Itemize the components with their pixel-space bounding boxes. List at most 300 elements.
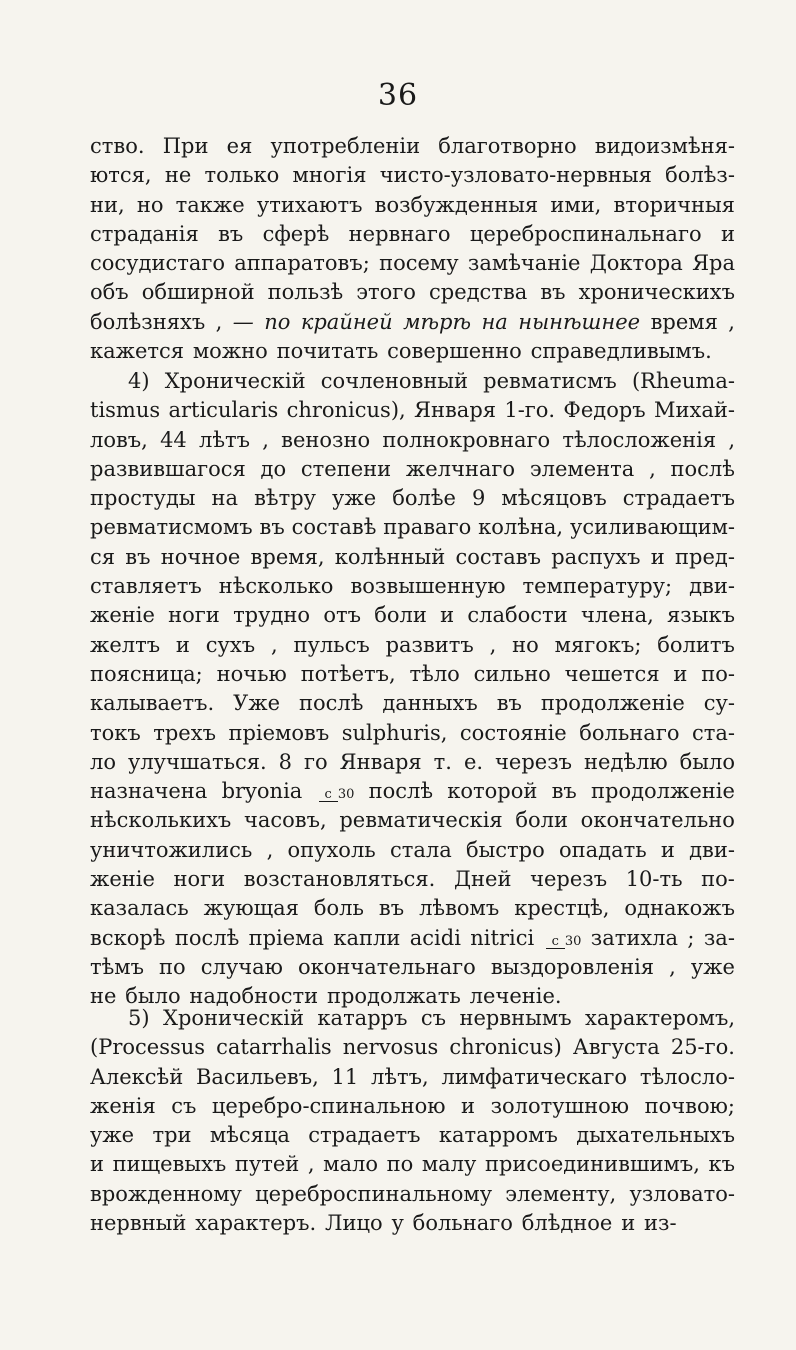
word: , [728,309,735,334]
text-line [90,953,735,982]
word: сочленовный [320,369,469,393]
word: ими, [550,192,602,217]
word: можно [192,339,268,364]
word: врожденному [90,1181,242,1206]
word: Уже [233,691,281,716]
text-line [90,1121,735,1150]
word: , [307,1152,315,1177]
word: составѣ [291,515,377,540]
fraction-denominator: 30 [337,787,355,803]
word: , [270,632,278,657]
word: окончательно [580,808,735,833]
word: , [649,456,656,481]
word: сосудистаго [90,251,225,276]
word: поясница; [90,661,203,686]
word: черезъ [495,749,573,774]
word: температуру; [522,574,673,599]
text-line [90,396,735,425]
word: катарромъ [438,1123,558,1148]
word: сферѣ [262,221,330,246]
word: послѣ [670,456,735,481]
word: , [728,427,735,452]
word: языкъ [667,603,735,628]
word: 10-ть [625,867,683,892]
word: до [260,456,287,481]
word: часовъ, [243,808,327,833]
word: т. [433,749,452,774]
word: 1-го. [504,398,556,423]
word: элементу, [505,1181,617,1206]
word: съ [420,1006,447,1030]
word: Васильевъ, [195,1064,319,1089]
word: церебро-спинальною [211,1093,446,1118]
word: цереброспинальнаго [469,221,702,246]
word: на [211,486,239,511]
word: тѣмъ [90,954,144,979]
word: совершенно [387,339,522,364]
word: было [679,749,735,774]
word: нервнымъ [459,1006,572,1030]
word: ловъ, [90,427,148,452]
word: возстановляться. [243,867,436,892]
word: страданія [90,221,199,246]
word: данныхъ [382,691,478,716]
word: въ [125,544,151,569]
word: Федоръ [563,398,646,423]
text-line [90,1180,735,1209]
word: полнокровнаго [382,427,551,452]
word: леченіе. [469,984,562,1009]
word: утихаютъ [256,192,363,217]
word: сухъ [205,632,256,657]
word: по- [701,661,735,686]
word: articularis [168,398,279,423]
word: въ [378,896,405,921]
text-line [90,777,735,806]
word: случаю [200,954,283,979]
word: пульсъ [293,632,370,657]
word: опухоль [287,837,376,862]
text-line [90,1063,735,1092]
word: крестцѣ, [514,896,610,921]
word: и [673,661,688,686]
word: средства [429,280,528,305]
word: болѣзняхъ [90,309,206,334]
word: вскорѣ [90,925,166,950]
word: нѣсколько [218,574,334,599]
word: е. [463,749,484,774]
word: послѣ [298,691,364,716]
word: болѣз- [665,163,735,188]
word: въ [496,691,522,716]
text-line [90,601,735,630]
word: праваго [383,515,472,540]
word: больнаго [579,720,680,745]
word: малу [421,1152,477,1177]
word: лѣтъ, [371,1064,429,1089]
word: вторичныя [613,192,735,217]
word: боль [313,896,364,921]
word: (Rheuma- [631,369,735,393]
word: которой [447,779,538,804]
word: 11 [331,1064,359,1089]
word: желтъ [90,632,161,657]
word: , [669,954,676,979]
word: , [266,837,274,862]
page-number: 36 [377,78,419,113]
word: по- [701,867,735,892]
word: дви- [689,837,735,862]
word: су- [703,691,735,716]
word: лѣтъ [199,427,250,452]
word: ревматисмомъ [90,515,253,540]
paragraph-case-5 [90,1004,735,1238]
word: узловато- [629,1181,735,1206]
word: опадать [558,837,647,862]
word: характеръ. [195,1211,317,1236]
word: пищевыхъ [112,1152,227,1177]
text-line [90,1004,735,1033]
word: нынѣшнее [518,309,641,334]
word: 9 [471,486,486,511]
text-line [90,865,735,894]
word: возвышенную [350,574,506,599]
word: страдаетъ [308,1123,421,1148]
word: (Processus [90,1035,206,1060]
text-line [90,1092,735,1121]
word: стала [389,837,452,862]
word: было [125,984,181,1009]
potency-fraction [546,935,582,949]
word: уничтожились [90,837,253,862]
word: ста- [691,720,735,745]
word: Лицо [325,1211,383,1236]
word: усиливающим- [569,515,735,540]
word: Доктора [589,251,683,276]
word: продолженіе [591,779,735,804]
word: sulphuris, [341,720,448,745]
word: и [90,1152,104,1177]
word: быстро [465,837,545,862]
word: видоизмѣня- [594,134,735,158]
word: ночью [216,661,287,686]
word: мало [323,1152,378,1177]
word: венозно [281,427,371,452]
word: ло [90,749,116,774]
word: крайней [300,309,393,334]
paragraph-continuation [90,132,735,366]
word: женіе [90,603,155,628]
text-line [90,220,735,249]
word: лѣвомъ [419,896,500,921]
word: сильно [473,661,551,686]
word: ство. [90,134,145,158]
potency-fraction [319,788,355,802]
word: 4) [128,369,150,393]
word: объ [90,280,129,305]
text-line [90,1209,735,1238]
fraction-denominator: 30 [564,933,582,949]
word: ноги [173,867,226,892]
word: и [621,1211,636,1236]
word: надобности [189,984,319,1009]
word: степени [300,456,392,481]
word: ся [90,544,116,569]
word: продолженіе [540,691,685,716]
word: не [90,984,117,1009]
fraction-numerator: c [546,936,565,949]
word: назначена [90,779,208,804]
word: 44 [160,427,187,452]
word: Дней [453,867,512,892]
word: слабости [467,603,568,628]
word: только [204,163,280,188]
word: и [461,1093,476,1118]
word: ются, [90,163,152,188]
word: При [162,134,209,158]
word: catarrhalis [216,1035,332,1060]
word: аппаратовъ; [234,251,370,276]
text-line [90,660,735,689]
word: токъ [90,720,141,745]
word: ноги [168,603,220,628]
word: время, [250,544,325,569]
word: боли [374,603,427,628]
word: три [152,1123,192,1148]
word: потѣетъ, [300,661,396,686]
word: по [386,1152,414,1177]
word: nitrici [470,925,535,950]
word: окончательнаго [297,954,476,979]
word: и [650,544,665,569]
word: отъ [323,603,361,628]
text-line [90,484,735,513]
text-line [90,249,735,278]
word: возбужденныя [374,192,539,217]
word: съ [171,1093,197,1118]
word: ; [687,925,695,950]
word: chronicus) [449,1035,562,1060]
word: составъ [455,544,541,569]
word: по [264,309,291,334]
word: путей [234,1152,300,1177]
word: состояніе [459,720,567,745]
word: пред- [675,544,735,569]
word: однакожъ [624,896,735,921]
text-line [90,1150,735,1179]
text-line [90,132,735,161]
word: Яра [692,251,735,276]
word: ея [226,134,253,158]
word: время [650,309,718,334]
word: простуды [90,486,196,511]
word: замѣчаніе [467,251,581,276]
word: почвою; [644,1093,735,1118]
word: вѣтру [254,486,316,511]
word: nervosus [342,1035,439,1060]
word: 5) [128,1006,150,1030]
text-line [90,748,735,777]
word: болѣе [392,486,456,511]
text-line [90,278,735,307]
word: нервнаго [348,221,451,246]
word: недѣлю [584,749,668,774]
word: послѣ [174,925,240,950]
word: но [512,632,539,657]
word: мягокъ; [554,632,642,657]
word: выздоровленія [490,954,655,979]
word: присоединившимъ, [484,1152,700,1177]
word: въ [551,779,577,804]
word: Января [414,398,497,423]
word: элемента [529,456,635,481]
word: нервный [90,1211,187,1236]
word: больнаго [412,1211,513,1236]
word: продолжать [326,984,461,1009]
word: болитъ [657,632,735,657]
word: тѣло [409,661,460,686]
word: благотворно [438,134,577,158]
word: также [175,192,245,217]
word: мѣрѣ [403,309,471,334]
word: характеромъ, [585,1006,735,1030]
word: не [164,163,192,188]
text-line [90,894,735,923]
word: цереброспинальному [255,1181,493,1206]
word: лимфатическаго [441,1064,628,1089]
word: члена, [580,603,654,628]
word: блѣдное [521,1211,613,1236]
text-line [90,367,735,396]
text-line [90,836,735,865]
word: уже [90,1123,135,1148]
word: женія [90,1093,156,1118]
word: , [215,309,223,334]
text-line [90,572,735,601]
word: ревматисмъ [483,369,617,393]
word: ни, [90,192,125,217]
word: у [391,1211,404,1236]
word: 25-го. [670,1035,735,1060]
word: ревматическія [339,808,503,833]
word: хроническихъ [578,280,735,305]
word: казалась [90,896,189,921]
word: золотушною [490,1093,630,1118]
word: посему [379,251,459,276]
word: Михай- [653,398,735,423]
word: но [136,192,164,217]
word: колѣна, [478,515,564,540]
word: справедливымъ. [530,339,712,364]
text-line [90,543,735,572]
word: Января [339,749,422,774]
word: на [481,309,508,334]
paragraph-case-4 [90,367,735,1012]
word: черезъ [530,867,608,892]
word: мѣсяца [209,1123,290,1148]
text-line [90,719,735,748]
word: пріемовъ [228,720,330,745]
fraction-numerator: c [319,789,338,802]
text-line [90,631,735,660]
word: въ [259,515,285,540]
word: въ [218,221,244,246]
word: — [232,309,254,334]
text-line [90,1033,735,1062]
word: чешется [564,661,660,686]
word: развившагося [90,456,246,481]
word: , [489,632,497,657]
word: мѣсяцовъ [501,486,607,511]
text-line [90,513,735,542]
word: тѣлосложенія [562,427,717,452]
word: обширной [141,280,255,305]
word: и [440,603,455,628]
word: кажется [90,339,185,364]
word: трудно [233,603,311,628]
word: нѣсколькихъ [90,808,232,833]
word: tismus [90,398,161,423]
word: дыхательныхъ [576,1123,735,1148]
word: Хроническій [163,1006,304,1030]
text-line [90,191,735,220]
word: многія [292,163,367,188]
word: распухъ [551,544,641,569]
word: Алексѣй [90,1064,184,1089]
word: катарръ [317,1006,408,1030]
word: въ [540,280,566,305]
word: за- [703,925,735,950]
word: и [175,632,190,657]
word: тѣлосло- [639,1064,735,1089]
text-line [90,924,735,953]
word: трехъ [153,720,216,745]
word: acidi [409,925,461,950]
word: къ [708,1152,735,1177]
word: и [720,221,735,246]
word: чисто-узловато-нервныя [379,163,652,188]
word: почитать [276,339,379,364]
word: из- [644,1211,677,1236]
text-line [90,337,735,366]
word: уже [690,954,735,979]
word: го [304,749,328,774]
word: пріема [248,925,325,950]
word: послѣ [368,779,434,804]
word: и [660,837,675,862]
word: боли [515,808,568,833]
word: chronicus), [286,398,406,423]
word: ставляетъ [90,574,202,599]
text-line [90,426,735,455]
word: пользѣ [267,280,344,305]
text-line [90,455,735,484]
word: употребленіи [270,134,421,158]
word: , [262,427,269,452]
word: женіе [90,867,155,892]
word: колѣнный [334,544,446,569]
word: по [159,954,186,979]
text-line [90,806,735,835]
text-line [90,308,735,337]
text-line [90,161,735,190]
word: жующая [203,896,299,921]
text-line [90,689,735,718]
word: затихла [590,925,679,950]
word: 8 [278,749,293,774]
word: Августа [572,1035,660,1060]
word: ночное [160,544,241,569]
